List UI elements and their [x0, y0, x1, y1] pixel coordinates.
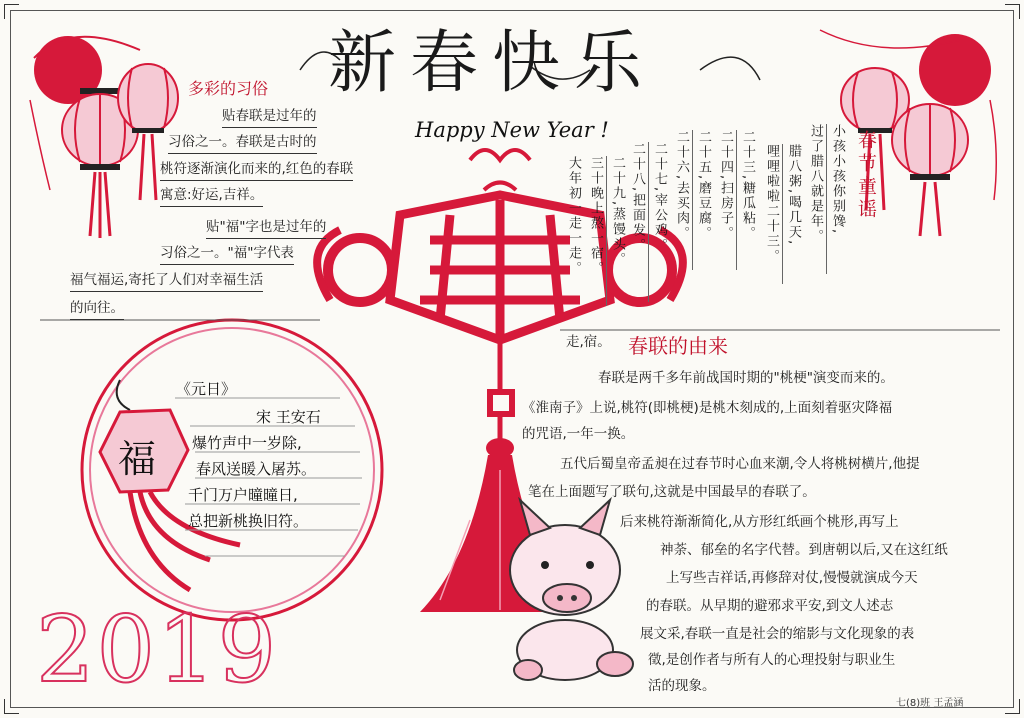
rhyme-column: 腊八粥,喝几天, [786, 144, 801, 247]
class-note: 七(8)班 王孟涵 [896, 698, 964, 709]
origin-line: 上写些吉祥话,再修辞对仗,慢慢就演成今天 [666, 570, 918, 586]
origin-line: 展文采,春联一直是社会的缩影与文化现象的表 [640, 626, 915, 642]
rhyme-column: 小孩小孩你别馋, [830, 124, 845, 236]
poem-author: 宋 王安石 [256, 408, 321, 426]
rhyme-column: 二十七,宰公鸡。 [652, 142, 667, 254]
customs-line: 福气福运,寄托了人们对幸福生活 [70, 272, 263, 292]
customs-line: 桃符逐渐演化而来的,红色的春联 [160, 161, 353, 181]
customs-heading: 多彩的习俗 [188, 79, 269, 98]
customs-line: 习俗之一。"福"字代表 [160, 245, 294, 265]
rhyme-column: 二十五,磨豆腐。 [696, 130, 711, 242]
rhyme-column: 过了腊八就是年。 [808, 124, 823, 244]
origin-line: 春联是两千多年前战国时期的"桃梗"演变而来的。 [598, 370, 894, 386]
fu-character: 福 [118, 437, 157, 481]
rhyme-heading: 春节童谣 [855, 130, 877, 222]
lantern-right-icon [820, 30, 996, 236]
customs-line: 寓意:好运,吉祥。 [160, 187, 263, 207]
rhyme-column: 大年初一走一走。 [566, 156, 581, 276]
origin-heading: 春联的由来 [628, 334, 728, 358]
origin-line: 《淮南子》上说,桃符(即桃梗)是桃木刻成的,上面刻着驱灾降福 [522, 400, 893, 416]
poem-line: 爆竹声中一岁除, [192, 434, 302, 452]
origin-line: 徵,是创作者与所有人的心理投射与职业生 [648, 652, 896, 668]
customs-line: 的向往。 [70, 300, 124, 320]
lantern-left-icon [30, 36, 178, 238]
rhyme-column: 二十四,扫房子。 [718, 130, 733, 242]
origin-line: 笔在上面题写了联句,这就是中国最早的春联了。 [528, 484, 816, 500]
poem-line: 春风送暖入屠苏。 [196, 460, 317, 478]
origin-line: 的春联。从早期的避邪求平安,到文人述志 [646, 598, 894, 614]
rhyme-column: 二十九,蒸馒头。 [610, 156, 625, 268]
origin-line: 神荼、郁垒的名字代替。到唐朝以后,又在这红纸 [660, 542, 948, 558]
origin-line: 的咒语,一年一换。 [522, 426, 635, 442]
poem-line: 总把新桃换旧符。 [188, 512, 309, 530]
page-subtitle: Happy New Year ! [415, 118, 609, 142]
rhyme-column: 二十六,去买肉。 [674, 130, 689, 242]
rhyme-divider [826, 124, 827, 274]
poem-title: 《元日》 [176, 380, 237, 398]
rhyme-column: 二十八,把面发。 [630, 142, 645, 254]
customs-line: 习俗之一。春联是古时的 [168, 134, 317, 154]
origin-line: 后来桃符渐渐简化,从方形红纸画个桃形,再写上 [620, 514, 899, 530]
rhyme-tail: 走,宿。 [566, 334, 611, 350]
rhyme-divider [782, 144, 783, 284]
rhyme-divider [692, 130, 693, 270]
rhyme-divider [648, 142, 649, 302]
poem-line: 千门万户曈曈日, [188, 486, 298, 504]
pig-icon [510, 500, 633, 680]
origin-line: 五代后蜀皇帝孟昶在过春节时心血来潮,令人将桃树横片,他提 [560, 456, 920, 472]
page-title: 新春快乐 [328, 24, 657, 103]
rhyme-divider [606, 156, 607, 306]
rhyme-divider [736, 130, 737, 270]
customs-line: 贴"福"字也是过年的 [206, 219, 326, 239]
year-label: 2019 [36, 596, 279, 703]
rhyme-column: 三十晚上熬一宿。 [588, 156, 603, 276]
origin-line: 活的现象。 [648, 678, 716, 694]
rhyme-column: 哩哩啦啦二十三。 [764, 144, 779, 264]
rhyme-column: 二十三,糖瓜粘。 [740, 130, 755, 242]
customs-line: 贴春联是过年的 [222, 108, 317, 128]
